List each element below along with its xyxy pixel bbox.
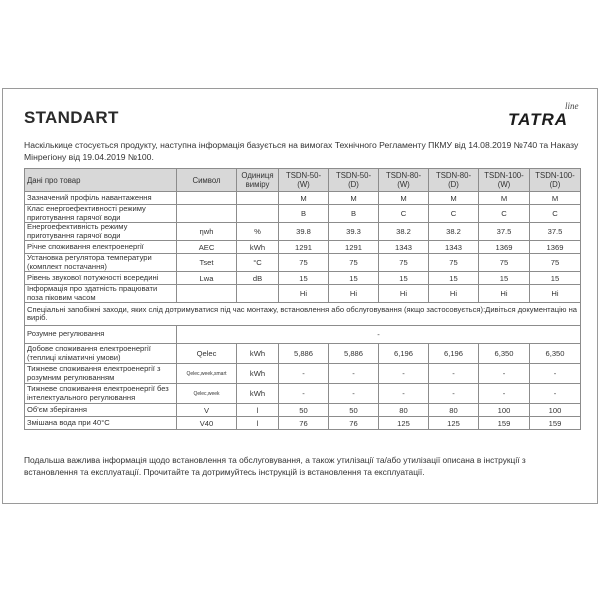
row-value: 38.2 [379, 223, 429, 241]
row-label: Інформація про здатність працювати поза піковим часом [25, 285, 177, 303]
row-value: 37.5 [530, 223, 581, 241]
row-symbol: Qelec [177, 344, 237, 364]
row-value: Hi [379, 285, 429, 303]
header-model: TSDN-50-(D) [329, 169, 379, 192]
row-unit: l [237, 417, 279, 430]
row-value: 15 [279, 272, 329, 285]
row-value: M [530, 192, 581, 205]
row-value: - [379, 384, 429, 404]
table-header-row [25, 169, 581, 192]
row-value: C [530, 205, 581, 223]
row-unit: dB [237, 272, 279, 285]
row-value: - [329, 364, 379, 384]
table-row [25, 205, 581, 223]
row-label: Тижневе споживання електроенергії з розумним регулюванням [25, 364, 177, 384]
row-value: - [279, 364, 329, 384]
row-label: Річне споживання електроенергії [25, 241, 177, 254]
row-value: 75 [279, 254, 329, 272]
row-label: Добове споживання електроенергії (теплиці кліматичні умови) [25, 344, 177, 364]
row-value: - [479, 384, 530, 404]
footer-text: Подальша важлива інформація щодо встановлення та обслуговування, а також утилізації та/або утилізації описана в інструкції з встановлення та експлуатації. Прочитайте та дотримуйтесь інструкцій із встановлення та експлуатації. [24, 455, 526, 477]
table-row [25, 384, 581, 404]
row-value: M [279, 192, 329, 205]
row-label: Змішана вода при 40°С [25, 417, 177, 430]
row-label: Тижневе споживання електроенергії без інтелектуального регулювання [25, 384, 177, 404]
header-model: TSDN-80-(W) [379, 169, 429, 192]
row-value: 80 [379, 404, 429, 417]
table-note-row [25, 303, 581, 326]
row-value: 1343 [379, 241, 429, 254]
row-value: M [329, 192, 379, 205]
row-value: M [479, 192, 530, 205]
row-unit: kWh [237, 384, 279, 404]
row-value: 6,196 [379, 344, 429, 364]
row-value: Hi [479, 285, 530, 303]
row-value: 1291 [279, 241, 329, 254]
row-value: Hi [329, 285, 379, 303]
row-symbol: ηwh [177, 223, 237, 241]
row-value: Hi [279, 285, 329, 303]
row-value: 5,886 [329, 344, 379, 364]
logo-wordmark: TATRA [508, 110, 569, 129]
header-model: TSDN-100-(D) [530, 169, 581, 192]
row-symbol [177, 205, 237, 223]
row-value: 75 [379, 254, 429, 272]
row-value: 100 [479, 404, 530, 417]
table-row [25, 223, 581, 241]
header-data: Дані про товар [25, 169, 177, 192]
row-label: Клас енергоефективності режиму приготування гарячої води [25, 205, 177, 223]
row-symbol: Qelec,week,smart [177, 364, 237, 384]
row-value: - [329, 384, 379, 404]
row-value: 80 [429, 404, 479, 417]
row-value: 125 [429, 417, 479, 430]
row-symbol: AEC [177, 241, 237, 254]
page-title: STANDART [24, 108, 119, 127]
row-value: 75 [329, 254, 379, 272]
row-value: - [479, 364, 530, 384]
row-label: Енергоефективність режиму приготування гарячої води [25, 223, 177, 241]
table-row [25, 272, 581, 285]
table-row [25, 285, 581, 303]
row-value: 76 [279, 417, 329, 430]
header-symbol: Символ [177, 169, 237, 192]
row-symbol: V [177, 404, 237, 417]
row-value: 5,886 [279, 344, 329, 364]
row-value: 37.5 [479, 223, 530, 241]
row-value: B [329, 205, 379, 223]
row-value: 6,350 [530, 344, 581, 364]
row-value: 50 [329, 404, 379, 417]
row-symbol: V40 [177, 417, 237, 430]
row-value: - [379, 364, 429, 384]
row-value: 1343 [429, 241, 479, 254]
row-value: C [429, 205, 479, 223]
row-value: - [429, 364, 479, 384]
row-value: 15 [329, 272, 379, 285]
row-value: B [279, 205, 329, 223]
row-symbol [177, 192, 237, 205]
row-value: - [530, 364, 581, 384]
row-value: 15 [379, 272, 429, 285]
header-unit: Одиниця виміру [237, 169, 279, 192]
row-symbol: Qelec,week [177, 384, 237, 404]
intro-text: Наскількице стосується продукту, наступна інформація базується на вимогах Технічного Регламенту ПКМУ від 14.08.2019 №740 та Наказу Мінрегіону від 19.04.2019 №100. [24, 140, 579, 162]
row-value: 1291 [329, 241, 379, 254]
row-value: 125 [379, 417, 429, 430]
row-value: 159 [479, 417, 530, 430]
row-unit: kWh [237, 241, 279, 254]
row-value: M [379, 192, 429, 205]
row-value: - [429, 384, 479, 404]
row-label: Об'єм зберігання [25, 404, 177, 417]
table-row [25, 241, 581, 254]
header-model: TSDN-50-(W) [279, 169, 329, 192]
row-value: 159 [530, 417, 581, 430]
row-value: 6,196 [429, 344, 479, 364]
row-value: 15 [530, 272, 581, 285]
row-value: 100 [530, 404, 581, 417]
row-value: 75 [429, 254, 479, 272]
row-value: 75 [530, 254, 581, 272]
row-unit [237, 205, 279, 223]
row-value: 15 [479, 272, 530, 285]
table-row [25, 192, 581, 205]
row-value: M [429, 192, 479, 205]
row-unit: l [237, 404, 279, 417]
table-row [25, 417, 581, 430]
header-model: TSDN-100-(W) [479, 169, 530, 192]
row-value: 39.8 [279, 223, 329, 241]
row-value: - [177, 326, 581, 344]
row-value: 38.2 [429, 223, 479, 241]
row-symbol [177, 285, 237, 303]
row-symbol: Tset [177, 254, 237, 272]
row-unit [237, 192, 279, 205]
header-model: TSDN-80-(D) [429, 169, 479, 192]
table-row [25, 404, 581, 417]
row-value: - [279, 384, 329, 404]
brand-logo [508, 103, 584, 129]
table-row [25, 254, 581, 272]
table-row [25, 344, 581, 364]
row-value: C [479, 205, 530, 223]
row-value: 15 [429, 272, 479, 285]
row-unit: °C [237, 254, 279, 272]
row-label: Рівень звукової потужності всередині [25, 272, 177, 285]
product-spec-table [24, 168, 581, 430]
table-row [25, 364, 581, 384]
row-unit: kWh [237, 364, 279, 384]
row-value: 1369 [530, 241, 581, 254]
row-label: Зазначений профіль навантаження [25, 192, 177, 205]
row-label: Установка регулятора температури (комплект постачання) [25, 254, 177, 272]
row-unit: % [237, 223, 279, 241]
row-value: 1369 [479, 241, 530, 254]
row-value: Hi [429, 285, 479, 303]
row-value: 76 [329, 417, 379, 430]
logo-subword: line [565, 101, 579, 111]
installation-note: Спеціальні запобіжні заходи, яких слід дотримуватися під час монтажу, встановлення або обслуговування (якщо застосовується):Дивіться документацію на виріб. [25, 303, 581, 326]
row-value: 39.3 [329, 223, 379, 241]
row-value: C [379, 205, 429, 223]
row-value: 50 [279, 404, 329, 417]
row-value: - [530, 384, 581, 404]
row-value: 6,350 [479, 344, 530, 364]
row-unit [237, 285, 279, 303]
row-symbol: Lwa [177, 272, 237, 285]
row-unit: kWh [237, 344, 279, 364]
row-value: 75 [479, 254, 530, 272]
table-row [25, 326, 581, 344]
row-label: Розумне регулювання [25, 326, 177, 344]
row-value: Hi [530, 285, 581, 303]
